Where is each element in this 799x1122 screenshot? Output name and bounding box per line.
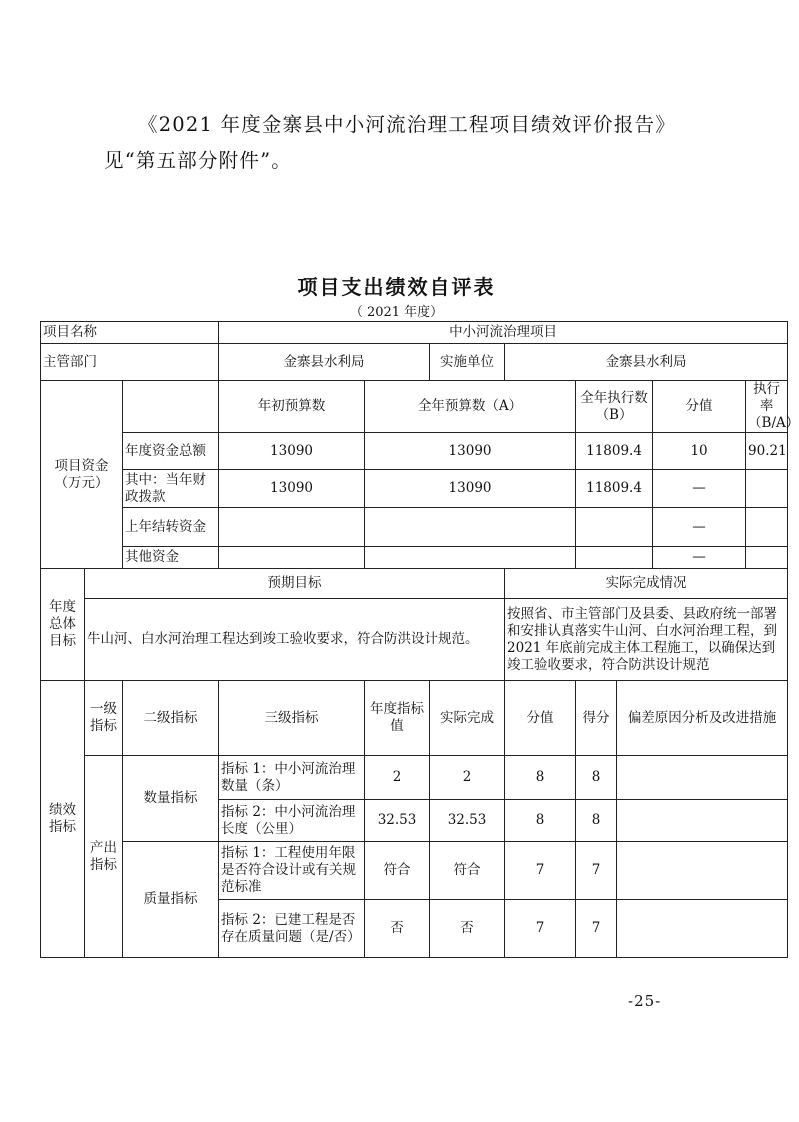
ind-score-value: 7 [505, 842, 576, 900]
funds-corner [123, 381, 219, 433]
funds-row-name: 上年结转资金 [123, 508, 219, 547]
table-year: （ 2021 年度） [349, 305, 444, 320]
goals-label: 年度总体目标 [41, 569, 85, 681]
ind-target: 32.53 [365, 800, 430, 842]
ind-actual: 符合 [430, 842, 505, 900]
impl-unit-label: 实施单位 [430, 344, 505, 381]
ind-col-actual: 实际完成 [430, 681, 505, 756]
ind-score: 8 [576, 756, 617, 800]
funds-row-executed [576, 508, 653, 547]
project-name-value: 中小河流治理项目 [219, 322, 788, 344]
ind-col-level1: 一级指标 [85, 681, 123, 756]
ind-col-level2: 二级指标 [123, 681, 219, 756]
funds-col-rate: 执行率（B/A） [746, 381, 788, 433]
goals-expected-text: 牛山河、白水河治理工程达到竣工验收要求，符合防洪设计规范。 [85, 599, 505, 681]
project-name-label: 项目名称 [41, 322, 219, 344]
funds-row-executed: 11809.4 [576, 470, 653, 508]
ind-score: 7 [576, 842, 617, 900]
intro-line-2: 见“第五部分附件”。 [104, 149, 292, 172]
ind-col-score-value: 分值 [505, 681, 576, 756]
ind-target: 2 [365, 756, 430, 800]
ind-col-target: 年度指标值 [365, 681, 430, 756]
funds-row-annual: 13090 [365, 433, 576, 470]
goals-actual-text: 按照省、市主管部门及县委、县政府统一部署和安排认真落实牛山河、白水河治理工程，到 2021 年底前完成主体工程施工，以确保达到竣工验收要求，符合防洪设计规范 [505, 599, 788, 681]
goals-actual-label: 实际完成情况 [505, 569, 788, 599]
ind-level2: 数量指标 [123, 756, 219, 842]
ind-level1: 产出指标 [85, 756, 123, 958]
ind-level3: 指标 1：中小河流治理数量（条） [219, 756, 365, 800]
funds-row-rate [746, 508, 788, 547]
ind-actual: 2 [430, 756, 505, 800]
table-title: 项目支出绩效自评表 [297, 275, 496, 299]
ind-score-value: 8 [505, 756, 576, 800]
ind-col-score: 得分 [576, 681, 617, 756]
funds-row-rate [746, 547, 788, 569]
funds-row-rate: 90.21 [746, 433, 788, 470]
funds-row-score-value: — [653, 470, 746, 508]
ind-level3: 指标 2：已建工程是否存在质量问题（是/否） [219, 900, 365, 958]
ind-score-value: 7 [505, 900, 576, 958]
funds-row-executed [576, 547, 653, 569]
funds-label: 项目资金（万元） [41, 381, 123, 569]
ind-score-value: 8 [505, 800, 576, 842]
funds-row-score-value: 10 [653, 433, 746, 470]
ind-col-level3: 三级指标 [219, 681, 365, 756]
funds-row-name: 其中：当年财政拨款 [123, 470, 219, 508]
funds-row-name: 年度资金总额 [123, 433, 219, 470]
funds-row-score-value: — [653, 508, 746, 547]
goals-expected-label: 预期目标 [85, 569, 505, 599]
ind-score: 7 [576, 900, 617, 958]
ind-note [617, 842, 788, 900]
funds-row-initial [219, 547, 365, 569]
funds-row-executed: 11809.4 [576, 433, 653, 470]
impl-unit-value: 金寨县水利局 [505, 344, 788, 381]
ind-level3: 指标 2：中小河流治理长度（公里） [219, 800, 365, 842]
page-number: -25- [628, 992, 662, 1010]
funds-row-initial: 13090 [219, 470, 365, 508]
funds-row-initial [219, 508, 365, 547]
dept-value: 金寨县水利局 [219, 344, 430, 381]
funds-row-rate [746, 470, 788, 508]
ind-score: 8 [576, 800, 617, 842]
ind-note [617, 800, 788, 842]
dept-label: 主管部门 [41, 344, 219, 381]
funds-row-initial: 13090 [219, 433, 365, 470]
ind-actual: 32.53 [430, 800, 505, 842]
ind-note [617, 900, 788, 958]
ind-level2: 质量指标 [123, 842, 219, 958]
funds-col-executed: 全年执行数（B） [576, 381, 653, 433]
self-evaluation-table [40, 321, 799, 958]
intro-line-1: 《2021 年度金寨县中小河流治理工程项目绩效评价报告》 [138, 113, 676, 136]
ind-col-note: 偏差原因分析及改进措施 [617, 681, 788, 756]
funds-row-annual [365, 547, 576, 569]
ind-target: 符合 [365, 842, 430, 900]
ind-note [617, 756, 788, 800]
ind-level3: 指标 1：工程使用年限是否符合设计或有关规范标准 [219, 842, 365, 900]
ind-target: 否 [365, 900, 430, 958]
funds-col-initial: 年初预算数 [219, 381, 365, 433]
funds-row-score-value: — [653, 547, 746, 569]
funds-col-annual: 全年预算数（A） [365, 381, 576, 433]
funds-row-annual: 13090 [365, 470, 576, 508]
funds-row-annual [365, 508, 576, 547]
funds-row-name: 其他资金 [123, 547, 219, 569]
indicators-label: 绩效指标 [41, 681, 85, 958]
funds-col-score-value: 分值 [653, 381, 746, 433]
ind-actual: 否 [430, 900, 505, 958]
